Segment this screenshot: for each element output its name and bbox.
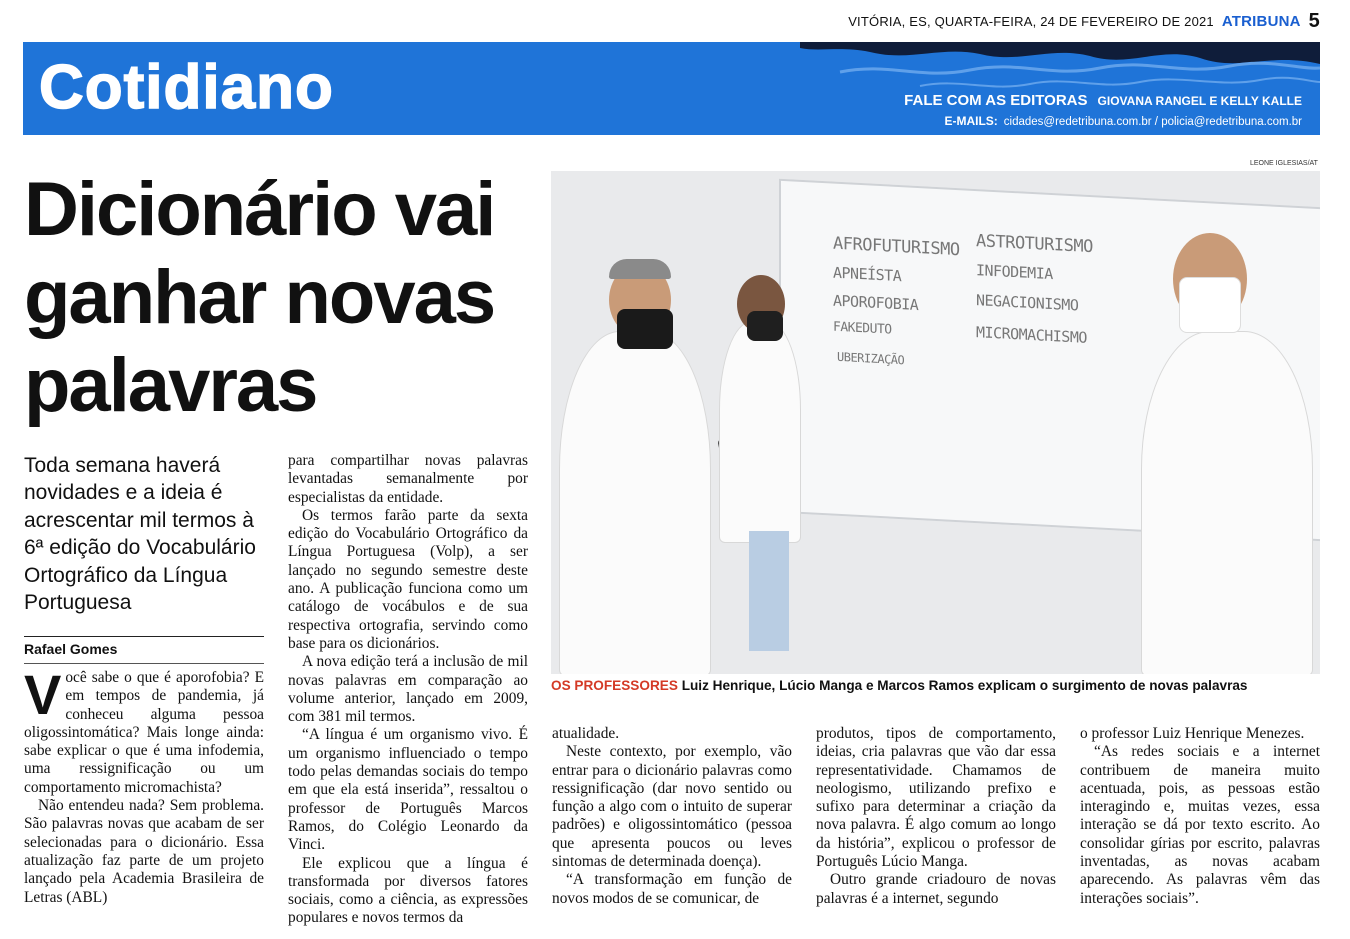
article-column-5: [1080, 725, 1320, 908]
paragraph: “A língua é um organismo vivo. É um organismo influenciado o tempo todo pelas demandas sociais do tempo em que ela está inserida”, ressaltou o professor de Português Marcos Ramos, do Colégio Leonardo da Vinci.: [288, 726, 528, 854]
paragraph: “As redes sociais e a internet contribuem de maneira muito acentuada, pois, as pessoas estão interagindo e, muitas vezes, essa interação se dá por texto escrito. Ao consolidar gírias por escrito, palavras inventadas, as novas acabam aparecendo. As palavras vêm das interações sociais”.: [1080, 743, 1320, 907]
drop-cap: V: [24, 663, 62, 726]
emails-label: E-MAILS:: [944, 114, 998, 128]
board-word: AFROFUTURISMO: [833, 233, 960, 261]
article-photo: [551, 171, 1320, 674]
mask-right: [1179, 277, 1241, 333]
article-column-1: [24, 663, 264, 907]
hair-left: [609, 259, 671, 279]
paragraph: “A transformação em função de novos modos de se comunicar, de: [552, 871, 792, 907]
byline: Rafael Gomes: [24, 636, 264, 664]
board-word: UBERIZAÇÃO: [837, 349, 905, 368]
editor-names: GIOVANA RANGEL E KELLY KALLE: [1097, 94, 1302, 108]
paragraph: Você sabe o que é aporofobia? E em tempos de pandemia, já conheceu alguma pessoa oligossintomática? Mais longe ainda: sabe explicar o que é uma infodemia, uma ressignificação ou um comportamento micromachista?: [24, 663, 264, 796]
headline: Dicionário vai ganhar novas palavras: [24, 167, 495, 428]
paragraph: Os termos farão parte da sexta edição do Vocabulário Ortográfico da Língua Portuguesa (Volp), a ser lançado no segundo semestre deste ano. A publicação funciona como um catálogo de vocábulos e de sua respectiva ortografia, servindo como base para os dicionários.: [288, 506, 528, 652]
board-word: FAKEDUTO: [833, 319, 892, 338]
paragraph: produtos, tipos de comportamento, ideias, cria palavras que vão dar essa representatividade. Chamamos de neologismo, utilizando prefixo e sufixo para determinar a criação da nova palavra. É algo comum ao longo da história”, explicou o professor de Português Lúcio Manga.: [816, 725, 1056, 871]
paragraph: o professor Luiz Henrique Menezes.: [1080, 725, 1305, 742]
newspaper-brand: ATRIBUNA: [1221, 12, 1301, 30]
caption-text: Luiz Henrique, Lúcio Manga e Marcos Ramos explicam o surgimento de novas palavras: [681, 678, 1248, 693]
deck: Toda semana haverá novidades e a ideia é acrescentar mil termos à 6ª edição do Vocabulário Ortográfico da Língua Portuguesa: [24, 454, 256, 615]
dateline: VITÓRIA, ES, QUARTA-FEIRA, 24 DE FEVEREIRO DE 2021: [848, 13, 1214, 29]
board-word: ASTROTURISMO: [976, 231, 1093, 258]
board-word: APOROFOBIA: [833, 291, 919, 315]
editors-contact: [904, 92, 1302, 110]
section-title: Cotidiano: [39, 53, 334, 122]
article-column-4: [816, 725, 1056, 908]
section-banner: [23, 42, 1320, 135]
person-right: [1141, 331, 1313, 674]
person-middle: [719, 321, 801, 543]
paragraph: atualidade.: [552, 725, 620, 742]
board-word: MICROMACHISMO: [976, 323, 1087, 347]
emails-value: cidades@redetribuna.com.br / policia@redetribuna.com.br: [1003, 116, 1302, 128]
dateline-bar: [850, 10, 1320, 32]
paragraph: Não entendeu nada? Sem problema. São palavras novas que acabam de ser selecionadas para o dicionário. Essa atualização faz parte de um projeto lançado pela Academia Brasileira de Letras (ABL): [24, 797, 264, 906]
photo-caption: [551, 678, 1320, 693]
caption-lead: OS PROFESSORES: [551, 678, 678, 693]
article-column-2: [288, 452, 528, 928]
mask-middle: [747, 311, 783, 341]
contact-label: FALE COM AS EDITORAS: [904, 92, 1088, 109]
mask-left: [617, 309, 673, 349]
paragraph: A nova edição terá a inclusão de mil novas palavras em comparação ao volume anterior, lançado em 2009, com 381 mil termos.: [288, 653, 528, 726]
paragraph: Neste contexto, por exemplo, vão entrar para o dicionário palavras como ressignificação (dar novo sentido ou função a algo com o intuito de superar padrões) e oligossintomático (pessoa que apresenta poucos ou leves sintomas de determinada doença).: [552, 743, 792, 871]
person-left: [559, 331, 711, 674]
board-word: APNEÍSTA: [833, 263, 902, 286]
paragraph: Ele explicou que a língua é transformada por diversos fatores sociais, como a ciência, as expressões populares e novos termos da: [288, 854, 528, 927]
page-number: 5: [1308, 9, 1320, 32]
jeans: [749, 531, 789, 651]
article-column-3: [552, 725, 792, 908]
paragraph: para compartilhar novas palavras levantadas semanalmente por especialistas da entidade.: [288, 452, 528, 506]
emails-line: [944, 114, 1302, 128]
paragraph: Outro grande criadouro de novas palavras é a internet, segundo: [816, 871, 1056, 907]
board-word: NEGACIONISMO: [976, 291, 1079, 315]
photo-credit: LEONE IGLESIAS/AT: [1250, 160, 1318, 167]
board-word: INFODEMIA: [976, 261, 1053, 284]
